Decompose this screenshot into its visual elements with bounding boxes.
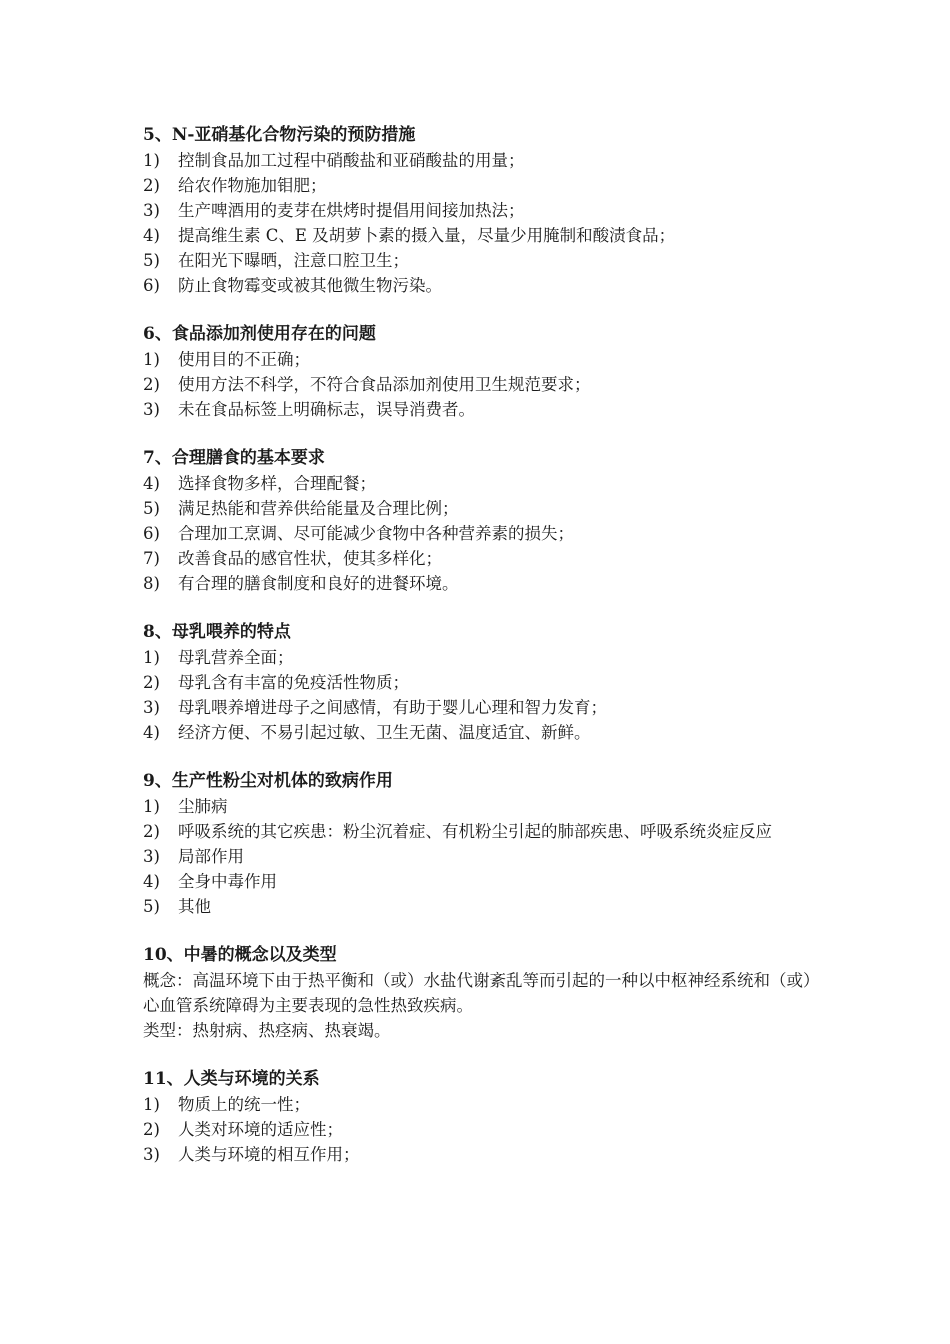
list-item [143, 894, 813, 919]
item-text: 合理加工烹调、尽可能减少食物中各种营养素的损失； [178, 524, 574, 543]
item-number: 5) [143, 897, 160, 916]
item-text: 母乳含有丰富的免疫活性物质； [178, 673, 409, 692]
item-text: 在阳光下曝晒，注意口腔卫生； [178, 251, 409, 270]
item-number: 2) [143, 673, 160, 692]
item-number: 6) [143, 524, 160, 543]
item-text: 母乳喂养增进母子之间感情，有助于婴儿心理和智力发育； [178, 698, 607, 717]
item-number: 2) [143, 176, 160, 195]
item-number: 1) [143, 151, 160, 170]
section-6 [143, 322, 813, 422]
item-number: 5) [143, 499, 160, 518]
section-5 [143, 123, 813, 298]
list-item [143, 223, 813, 248]
item-number: 4) [143, 226, 160, 245]
list-item [143, 546, 813, 571]
item-text: 局部作用 [178, 847, 244, 866]
item-text: 其他 [178, 897, 211, 916]
item-number: 3) [143, 1145, 160, 1164]
list-item [143, 347, 813, 372]
section-title: 8、母乳喂养的特点 [143, 622, 291, 642]
item-number: 3) [143, 400, 160, 419]
type-paragraph: 类型：热射病、热痉病、热衰竭。 [143, 1021, 391, 1040]
item-number: 1) [143, 350, 160, 369]
list-item [143, 695, 813, 720]
section-title: 10、中暑的概念以及类型 [143, 945, 337, 965]
list-item [143, 819, 813, 844]
item-text: 选择食物多样，合理配餐； [178, 474, 376, 493]
item-number: 2) [143, 375, 160, 394]
item-text: 经济方便、不易引起过敏、卫生无菌、温度适宜、新鲜。 [178, 723, 591, 742]
section-title: 6、食品添加剂使用存在的问题 [143, 324, 376, 344]
item-text: 防止食物霉变或被其他微生物污染。 [178, 276, 442, 295]
section-title: 11、人类与环境的关系 [143, 1069, 320, 1089]
section-10 [143, 943, 813, 1043]
item-number: 4) [143, 872, 160, 891]
list-item [143, 397, 813, 422]
document-content [143, 123, 813, 1191]
item-text: 物质上的统一性； [178, 1095, 310, 1114]
item-number: 3) [143, 847, 160, 866]
item-number: 1) [143, 797, 160, 816]
list-item [143, 496, 813, 521]
item-number: 8) [143, 574, 160, 593]
list-item [143, 794, 813, 819]
item-number: 3) [143, 698, 160, 717]
section-title: 9、生产性粉尘对机体的致病作用 [143, 771, 393, 791]
item-number: 1) [143, 1095, 160, 1114]
item-text: 全身中毒作用 [178, 872, 277, 891]
item-text: 尘肺病 [178, 797, 228, 816]
item-text: 呼吸系统的其它疾患：粉尘沉着症、有机粉尘引起的肺部疾患、呼吸系统炎症反应 [178, 822, 772, 841]
item-text: 母乳营养全面； [178, 648, 294, 667]
list-item [143, 248, 813, 273]
item-text: 生产啤酒用的麦芽在烘烤时提倡用间接加热法； [178, 201, 525, 220]
list-item [143, 670, 813, 695]
item-text: 有合理的膳食制度和良好的进餐环境。 [178, 574, 459, 593]
item-number: 4) [143, 474, 160, 493]
item-text: 人类对环境的适应性； [178, 1120, 343, 1139]
item-number: 4) [143, 723, 160, 742]
item-number: 6) [143, 276, 160, 295]
item-text: 使用目的不正确； [178, 350, 310, 369]
section-8 [143, 620, 813, 745]
section-9 [143, 769, 813, 919]
item-text: 满足热能和营养供给能量及合理比例； [178, 499, 459, 518]
list-item [143, 1117, 813, 1142]
list-item [143, 844, 813, 869]
item-number: 2) [143, 822, 160, 841]
section-title: 7、合理膳食的基本要求 [143, 448, 325, 468]
list-item [143, 372, 813, 397]
item-text: 改善食品的感官性状，使其多样化； [178, 549, 442, 568]
list-item [143, 720, 813, 745]
concept-paragraph: 概念：高温环境下由于热平衡和（或）水盐代谢紊乱等而引起的一种以中枢神经系统和（或）心血管系统障碍为主要表现的急性热致疾病。 [143, 971, 812, 1015]
section-7 [143, 446, 813, 596]
section-11 [143, 1067, 813, 1167]
list-item [143, 273, 813, 298]
item-number: 1) [143, 648, 160, 667]
list-item [143, 198, 813, 223]
item-text: 提高维生素 C、E 及胡萝卜素的摄入量，尽量少用腌制和酸渍食品； [178, 226, 676, 245]
item-number: 7) [143, 549, 160, 568]
item-text: 未在食品标签上明确标志，误导消费者。 [178, 400, 475, 419]
list-item [143, 1142, 813, 1167]
item-number: 2) [143, 1120, 160, 1139]
item-text: 使用方法不科学，不符合食品添加剂使用卫生规范要求； [178, 375, 591, 394]
list-item [143, 645, 813, 670]
item-text: 给农作物施加钼肥； [178, 176, 327, 195]
list-item [143, 869, 813, 894]
list-item [143, 173, 813, 198]
item-text: 控制食品加工过程中硝酸盐和亚硝酸盐的用量； [178, 151, 525, 170]
list-item [143, 148, 813, 173]
list-item [143, 571, 813, 596]
list-item [143, 471, 813, 496]
section-title: 5、N-亚硝基化合物污染的预防措施 [143, 125, 416, 145]
item-text: 人类与环境的相互作用； [178, 1145, 360, 1164]
list-item [143, 1092, 813, 1117]
item-number: 5) [143, 251, 160, 270]
item-number: 3) [143, 201, 160, 220]
list-item [143, 521, 813, 546]
